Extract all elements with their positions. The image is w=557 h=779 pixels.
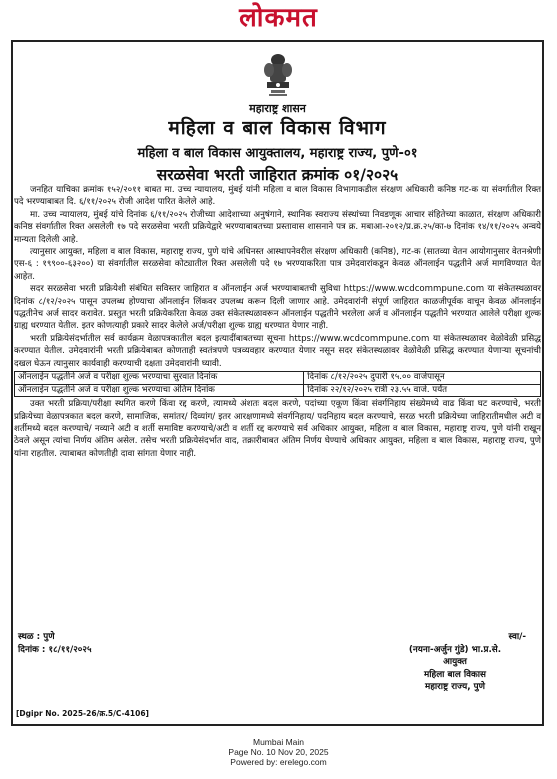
signatory-department: महिला बाल विकास xyxy=(424,669,486,680)
signed-mark: स्वा/- xyxy=(508,632,526,642)
office-title: महिला व बाल विकास आयुक्तालय, महाराष्ट्र राज्य, पुणे-०१ xyxy=(137,146,418,161)
government-label: महाराष्ट्र शासन xyxy=(249,102,306,115)
paragraph: जनहित याचिका क्रमांक १५२/२०११ बाबत मा. उच्च न्यायालय, मुंबई यांनी महिला व बाल विकास विभागाकडील संरक्षण अधिकारी कनिष्ठ गट-क या संवर्गातील रिक्त पदे भरण्याबाबत दि. ६/११/२०२५ रोजी आदेश पारित केलेले आहे. xyxy=(14,185,541,208)
signature-block xyxy=(370,631,540,694)
signatory-state: महाराष्ट्र राज्य, पुणे xyxy=(424,682,486,692)
advertisement-title: सरळसेवा भरती जाहिरात क्रमांक ०१/२०२५ xyxy=(156,165,399,184)
date-label: ऑनलाईन पद्धतीने अर्ज व परीक्षा शुल्क भरण्याचा सुरवात दिनांक xyxy=(15,372,304,385)
dates-table xyxy=(14,371,541,397)
newspaper-masthead: लोकमत xyxy=(239,3,318,33)
powered-by-link[interactable]: Powered by: erelego.com xyxy=(230,757,327,767)
date-value: दिनांक २२/१२/२०२५ रात्री २३.५५ वाजे. पर्यंत xyxy=(304,384,541,397)
page-footer xyxy=(0,737,557,767)
paragraph: भरती प्रक्रियेसंदर्भातील सर्व कार्यक्रम वेळापत्रकातील बदल इत्यादींबाबतच्या सूचना https://www.wcdcommpune.com या संकेतस्थळावर वेळोवेळी प्रसिद्ध करण्यात येतील. उमेदवारांनी भरती प्रक्रियेबाबत कोणताही स्वतंत्रपणे पत्रव्यवहार करण्यात येणार नसून सदर संकेतस्थळावर वेळोवेळी प्रसिद्ध करण्यात येणाऱ्या सूचनांची दखल घेऊन त्यानुसार कार्यवाही करण्याची दक्षता उमेदवारांनी घ्यावी. xyxy=(14,333,541,369)
place-date-block xyxy=(18,631,92,656)
department-title: महिला व बाल विकास विभाग xyxy=(168,117,387,139)
place-text: स्थळ : पुणे xyxy=(18,632,55,642)
paragraph: सदर सरळसेवा भरती प्रक्रियेशी संबंधित सविस्तर जाहिरात व ऑनलाईन अर्ज भरण्याबाबतची सुविधा https://www.wcdcommpune.com या संकेतस्थळावर दिनांक ८/१२/२०२५ पासून उपलब्ध होण्याचा ऑनलाईन लिंकवर उपलब्ध करून दिली जाणार आहे. उमेदवारांनी संपूर्ण जाहिरात काळजीपूर्वक वाचून केवळ ऑनलाईन पद्धतीनेच अर्ज सादर करावेत. प्रस्तुत भरती प्रक्रियेकरिता केवळ उक्त संकेतस्थळावरून ऑनलाईन पद्धतीने भरलेला अर्ज व ऑनलाईन पद्धतीने भरण्यात आलेले परीक्षा शुल्क ग्राह्य धरण्यात येतील. इतर कोणत्याही प्रकारे सादर केलेले अर्ज/परीक्षा शुल्क ग्राह्य धरण्यात येणार नाही. xyxy=(14,284,541,332)
advertisement-body xyxy=(14,184,541,460)
page-info: Page No. 10 Nov 20, 2025 xyxy=(228,747,329,757)
date-text: दिनांक : १८/११/२०२५ xyxy=(18,644,92,655)
paragraph: मा. उच्च न्यायालय, मुंबई यांचे दिनांक ६/११/२०२५ रोजीच्या आदेशाच्या अनुषंगाने, स्थानिक स्वराज्य संस्थांच्या निवडणूक आचार संहितेच्या काळात, संरक्षण अधिकारी कनिष्ठ संवर्गातील रिक्त असलेली १७ पदे सरळसेवा भरती प्रक्रियेद्वारे भरण्याबाबतच्या प्रस्तावास शासनाने पत्र क्र. मबाआ-२०१२/प्र.क्र.२५/का-७ दिनांक १४/११/२०२५ अन्वये मान्यता दिलेली आहे. xyxy=(14,209,541,245)
date-label: ऑनलाईन पद्धतीने अर्ज व परीक्षा शुल्क भरण्याचा अंतिम दिनांक xyxy=(15,384,304,397)
table-row xyxy=(15,372,541,385)
date-value: दिनांक ८/१२/२०२५ दुपारी १५.०० वाजेपासून xyxy=(304,372,541,385)
state-emblem-icon xyxy=(259,52,297,98)
signatory-name: (नयना-अर्जुन गुंडे) भा.प्र.से. xyxy=(408,644,502,655)
edition-label: Mumbai Main xyxy=(252,737,305,747)
dgipr-number: [Dgipr No. 2025-26/क्र.5/C-4106] xyxy=(16,709,149,718)
signatory-designation: आयुक्त xyxy=(443,657,467,667)
closing-paragraph: उक्त भरती प्रक्रिया/परीक्षा स्थगित करणे किंवा रद्द करणे, त्यामध्ये अंशतः बदल करणे, पदांच्या एकूण किंवा संवर्गनिहाय संख्येमध्ये वाढ किंवा घट करण्याचे, भरती प्रक्रियेच्या वेळापत्रकात बदल करणे, सामाजिक, समांतर/ दिव्यांग/ इतर आरक्षणामध्ये संवर्गनिहाय/ पदनिहाय बदल करण्याचे, सरळ भरती प्रक्रियेच्या जाहिरातीमधील अटी व शर्तीमध्ये बदल करण्याचे/ नव्याने अटी व शर्ती समाविष्ट करण्याचे/अटी व शर्ती रद्द करण्याचे सर्व अधिकार आयुक्त, महिला व बाल विकास, महाराष्ट्र राज्य, पुणे यांनी राखून ठेवले असून त्यांचा निर्णय अंतिम असेल. तसेच भरती प्रक्रियेसंदर्भात वाद, तक्रारीबाबत अंतिम निर्णय घेण्याचे अधिकार आयुक्त, महिला व बाल विकास, महाराष्ट्र राज्य, पुणे यांना राहतील. त्याबाबत कोणतीही दावा सांगता येणार नाही. xyxy=(14,399,541,459)
table-row xyxy=(15,384,541,397)
paragraph: त्यानुसार आयुक्त, महिला व बाल विकास, महाराष्ट्र राज्य, पुणे यांचे अधिनस्त आस्थापनेवरील संरक्षण अधिकारी (कनिष्ठ), गट-क (सातव्या वेतन आयोगानुसार वेतनश्रेणी एस-६ : १९९००-६३२००) या संवर्गातील सरळसेवा कोट्यातील रिक्त असलेली पदे १७ भरण्याकरिता पात्र उमेदवारांकडून केवळ ऑनलाईन पद्धतीने अर्ज मागविण्यात येत आहेत. xyxy=(14,247,541,282)
